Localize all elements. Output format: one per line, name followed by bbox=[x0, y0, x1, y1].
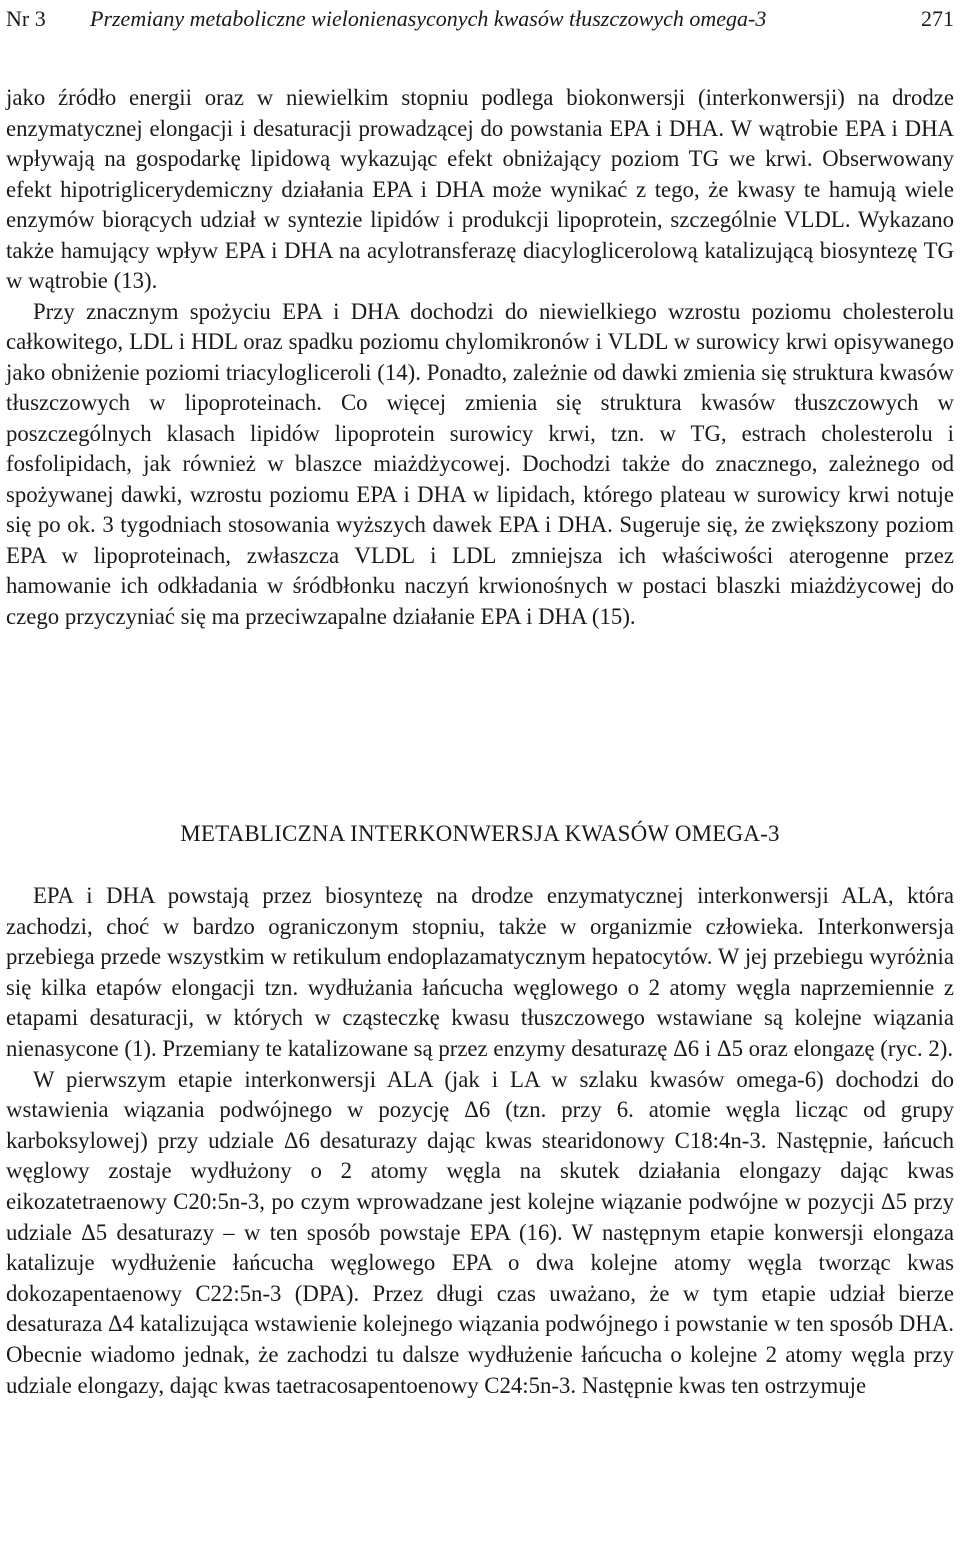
paragraph: W pierwszym etapie interkonwersji ALA (jak i LA w szlaku kwasów omega-6) dochodzi do wstawienia wiązania podwójnego w pozycję Δ6 (tzn. przy 6. atomie węgla licząc od grupy karboksylowej) przy udziale Δ6 desaturazy dając kwas stearidonowy C18:4n-3. Następnie, łańcuch węglowy zostaje wydłużony o 2 atomy węgla na skutek działania elongazy dając kwas eikozatetraenowy C20:5n-3, po czym wprowadzane jest kolejne wiązanie podwójne w pozycji Δ5 przy udziale Δ5 desaturazy – w ten sposób powstaje EPA (16). W następnym etapie konwersji elongaza katalizuje wydłużenie łańcucha węglowego EPA o dwa kolejne atomy węgla tworząc kwas dokozapentaenowy C22:5n-3 (DPA). Przez długi czas uważano, że w tym etapie udział bierze desaturaza Δ4 katalizująca wstawienie kolejnego wiązania podwójnego i powstanie w ten sposób DHA. Obecnie wiadomo jednak, że zachodzi tu dalsze wydłużenie łańcucha o kolejne 2 atomy węgla przy udziale elongazy, dając kwas taetracosapentoenowy C24:5n-3. Następnie kwas ten ostrzymuje bbox=[6, 1066, 954, 1398]
section-heading: METABLICZNA INTERKONWERSJA KWASÓW OMEGA-3 bbox=[180, 821, 780, 846]
body-section-continued bbox=[6, 83, 954, 632]
paragraph: Przy znacznym spożyciu EPA i DHA dochodzi do niewielkiego wzrostu poziomu cholesterolu całkowitego, LDL i HDL oraz spadku poziomu chylomikronów i VLDL w surowicy krwi opisywanego jako obniżenie poziomi triacyloglicerolі (14). Ponadto, zależnie od dawki zmienia się struktura kwasów tłuszczowych w lipoproteinach. Co więcej zmienia się struktura kwasów tłuszczowych w poszczególnych klasach lipidów lipoprotein surowicy krwi, tzn. w TG, estrach cholesterolu i fosfolipidach, jak również w blaszce miażdżycowej. Dochodzi także do znacznego, zależnego od spożywanej dawki, wzrostu poziomu EPA i DHA w lipidach, którego plateau w surowicy krwi notuje się po ok. 3 tygodniach stosowania wyższych dawek EPA i DHA. Sugeruje się, że zwiększony poziom EPA w lipoproteinach, zwłaszcza VLDL i LDL zmniejsza ich właściwości aterogenne przez hamowanie ich odkładania w śródbłonku naczyń krwionośnych w postaci blaszki miażdżycowej do czego przyczyniać się ma przeciwzapalne działanie EPA i DHA (15). bbox=[6, 298, 954, 629]
issue-number: Nr 3 bbox=[6, 6, 46, 31]
paragraph: jako źródło energii oraz w niewielkim stopniu podlega biokonwersji (interkonwersji) na drodze enzymatycznej elongacji i desaturacji prowadzącej do powstania EPA i DHA. W wątrobie EPA i DHA wpływają na gospodarkę lipidową wykazując efekt obniżający poziom TG we krwi. Obserwowany efekt hipotriglicerydemiczny działania EPA i DHA może wynikać z tego, że kwasy te hamują wiele enzymów biorących udział w syntezie lipidów i produkcji lipoprotein, szczególnie VLDL. Wykazano także hamujący wpływ EPA i DHA na acylotransferazę diacyloglicerolową katalizującą biosyntezę TG w wątrobie (13). bbox=[6, 85, 954, 293]
running-header bbox=[6, 4, 954, 34]
page-number: 271 bbox=[921, 6, 954, 31]
body-section-interconversion bbox=[6, 881, 954, 1401]
paragraph: EPA i DHA powstają przez biosyntezę na drodze enzymatycznej interkonwersji ALA, która zachodzi, choć w bardzo ograniczonym stopniu, także w organizmie człowieka. Interkonwersja przebiega przede wszystkim w retikulum endoplazamatycznym hepatocytów. W jej przebiegu wyróżnia się kilka etapów elongacji tzn. wydłużania łańcucha węglowego o 2 atomy węgla naprzemiennie z etapami desaturacji, w których w cząsteczkę kwasu tłuszczowego wstawiane są kolejne wiązania nienasycone (1). Przemiany te katalizowane są przez enzymy desaturazę Δ6 i Δ5 oraz elongazę (ryc. 2). bbox=[6, 883, 954, 1061]
running-title: Przemiany metaboliczne wielonienasyconych kwasów tłuszczowych omega-3 bbox=[90, 6, 767, 31]
